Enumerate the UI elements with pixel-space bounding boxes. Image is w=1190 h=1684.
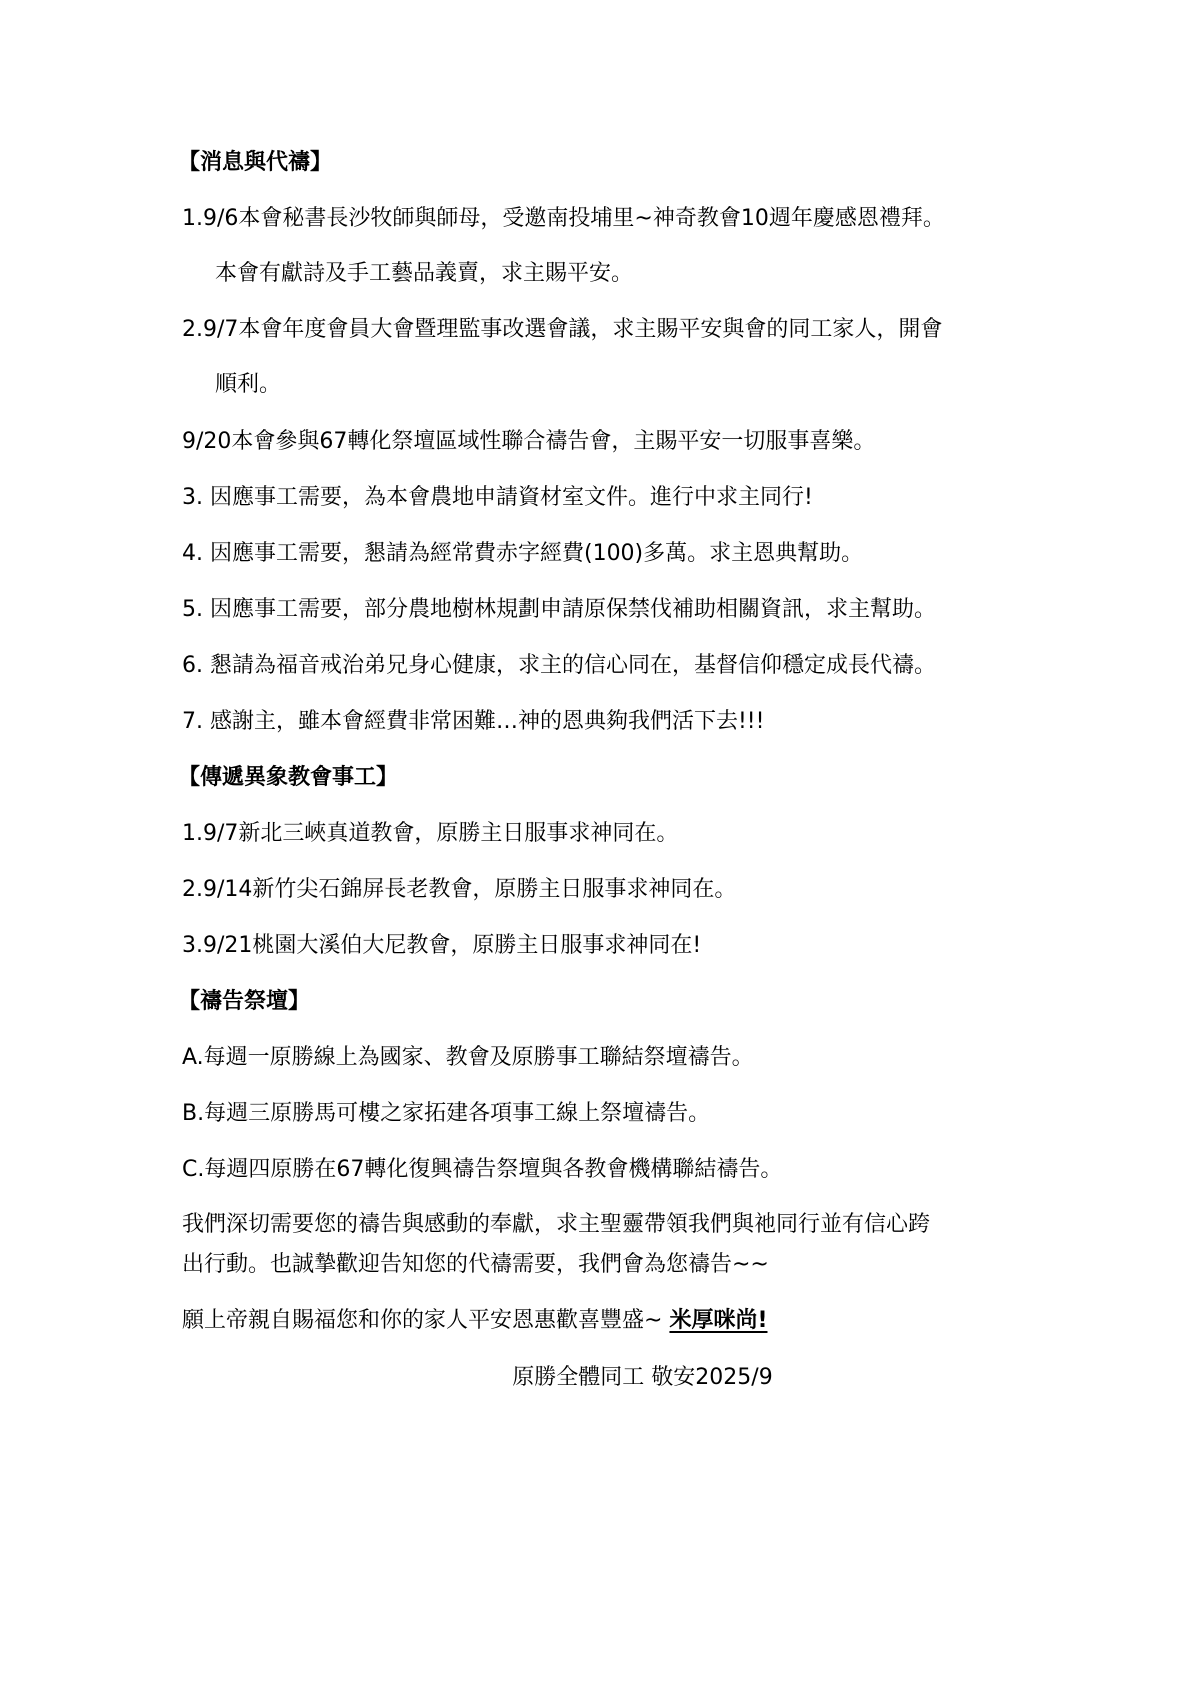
prayer-item-c: C.每週四原勝在67轉化復興禱告祭壇與各教會機構聯結禱告。 [182,1157,783,1182]
vision-item-2: 2.9/14新竹尖石錦屏長老教會，原勝主日服事求神同在。 [182,877,737,902]
news-item-5: 5. 因應事工需要，部分農地樹林規劃申請原保禁伐補助相關資訊，求主幫助。 [182,597,936,622]
blessing-line [182,1306,767,1336]
prayer-item-b: B.每週三原勝馬可樓之家拓建各項事工線上祭壇禱告。 [182,1101,711,1126]
blessing-text: 願上帝親自賜福您和你的家人平安恩惠歡喜豐盛~ [182,1308,670,1333]
news-item-2-line-2: 順利。 [215,372,282,397]
vision-item-1: 1.9/7新北三峽真道教會，原勝主日服事求神同在。 [182,821,679,846]
news-item-1-line-1: 1.9/6本會秘書長沙牧師與師母，受邀南投埔里~神奇教會10週年慶感恩禮拜。 [182,206,945,231]
news-item-3: 3. 因應事工需要，為本會農地申請資材室文件。進行中求主同行! [182,485,813,510]
news-item-7: 7. 感謝主，雖本會經費非常困難…神的恩典夠我們活下去!!! [182,709,765,734]
blessing-emphasis: 米厚咪尚! [669,1308,768,1333]
news-item-2-line-1: 2.9/7本會年度會員大會暨理監事改選會議，求主賜平安與會的同工家人，開會 [182,317,943,342]
news-item-2-line-3: 9/20本會參與67轉化祭壇區域性聯合禱告會，主賜平安一切服事喜樂。 [182,429,876,454]
signature: 原勝全體同工 敬安2025/9 [512,1365,773,1390]
vision-heading: 【傳遞異象教會事工】 [178,765,399,790]
news-item-4: 4. 因應事工需要，懇請為經常費赤字經費(100)多萬。求主恩典幫助。 [182,541,864,566]
news-item-6: 6. 懇請為福音戒治弟兄身心健康，求主的信心同在，基督信仰穩定成長代禱。 [182,653,936,678]
news-item-1-line-2: 本會有獻詩及手工藝品義賣，求主賜平安。 [215,261,634,286]
vision-item-3: 3.9/21桃園大溪伯大尼教會，原勝主日服事求神同在! [182,933,702,958]
news-heading: 【消息與代禱】 [178,150,333,175]
prayer-item-a: A.每週一原勝線上為國家、教會及原勝事工聯結祭壇禱告。 [182,1045,754,1070]
closing-paragraph-line-1: 我們深切需要您的禱告與感動的奉獻，求主聖靈帶領我們與祂同行並有信心跨 [182,1212,931,1237]
prayer-heading: 【禱告祭壇】 [178,989,311,1014]
signature-line [0,1363,1190,1393]
closing-paragraph-line-2: 出行動。也誠摯歡迎告知您的代禱需要，我們會為您禱告~~ [182,1252,769,1277]
